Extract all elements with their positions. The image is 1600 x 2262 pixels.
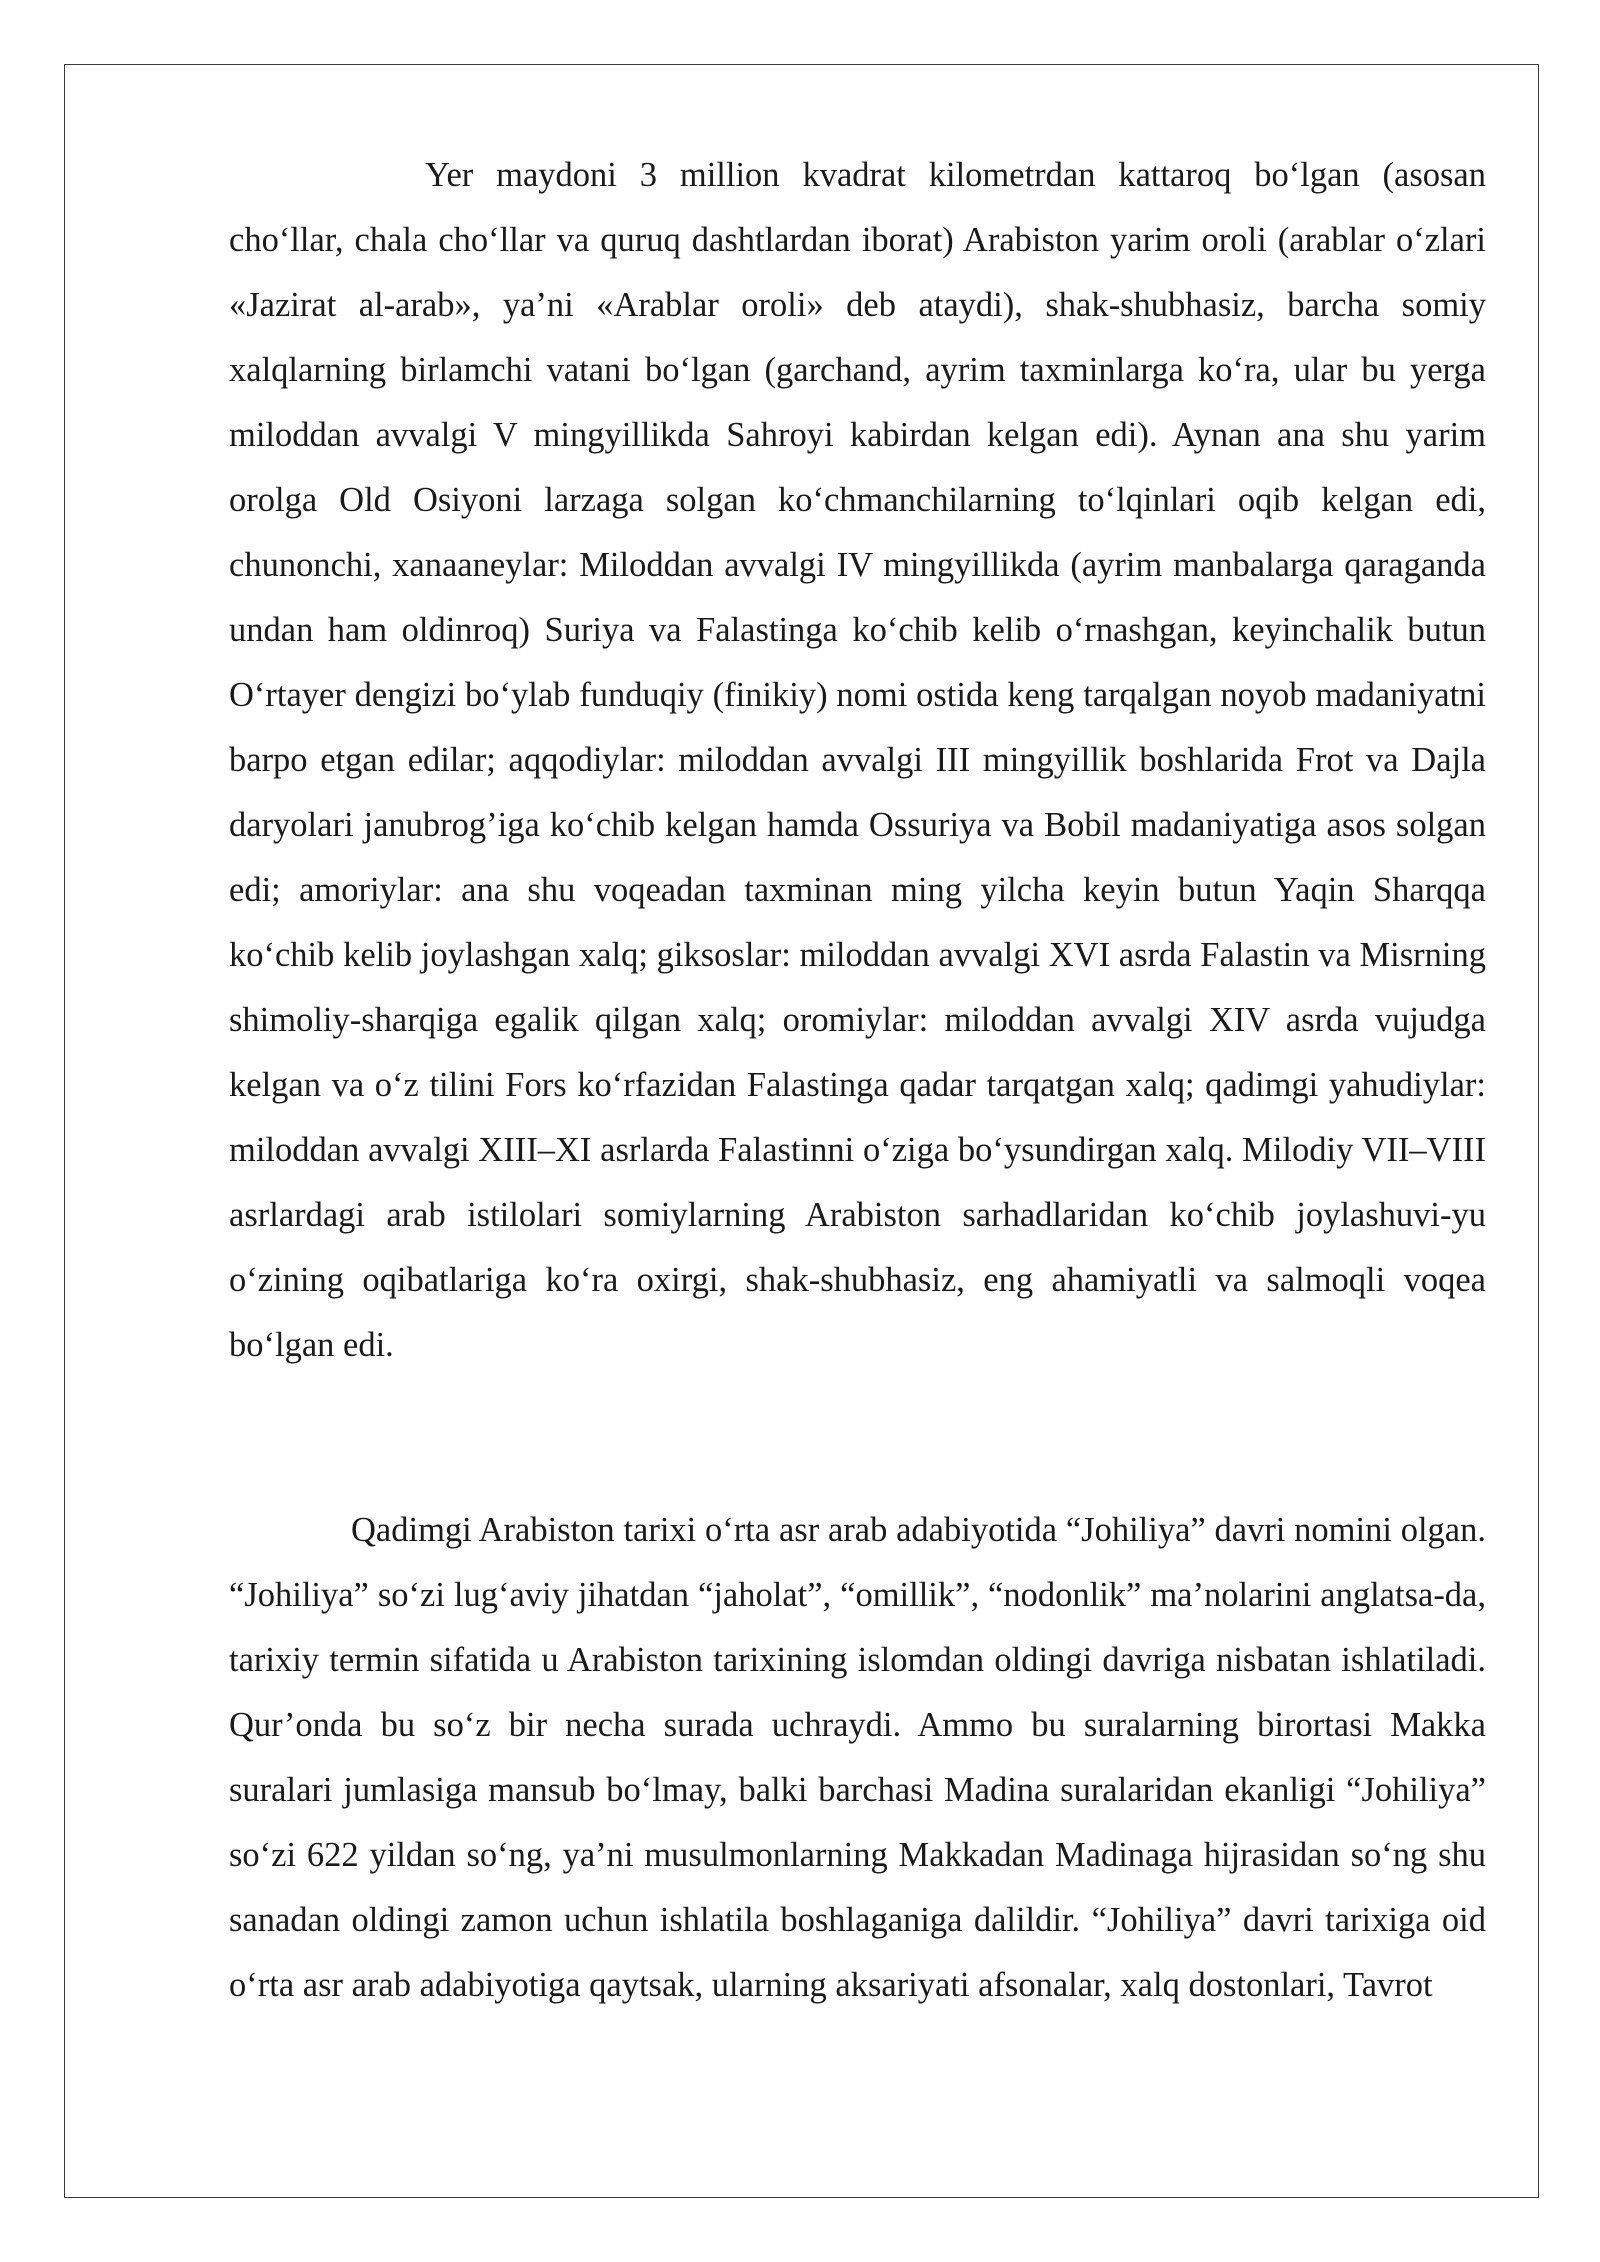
- body-paragraph-1: Yer maydoni 3 million kvadrat kilometrdan kattaroq bo‘lgan (asosan cho‘llar, chala cho‘llar va quruq dashtlardan iborat) Arabiston yarim oroli (arablar o‘zlari «Jazirat al-arab», ya’ni «Arablar oroli» deb ataydi), shak-shubhasiz, barcha somiy xalqlarning birlamchi vatani bo‘lgan (garchand, ayrim taxminlarga ko‘ra, ular bu yerga miloddan avvalgi V mingyillikda Sahroyi kabirdan kelgan edi). Aynan ana shu yarim orolga Old Osiyoni larzaga solgan ko‘chmanchilarning to‘lqinlari oqib kelgan edi, chunonchi, xanaaneylar: Miloddan avvalgi IV mingyillikda (ayrim manbalarga qaraganda undan ham oldinroq) Suriya va Falastinga ko‘chib kelib o‘rnashgan, keyinchalik butun O‘rtayer dengizi bo‘ylab funduqiy (finikiy) nomi ostida keng tarqalgan noyob madaniyatni barpo etgan edilar; aqqodiylar: miloddan avvalgi III mingyillik boshlarida Frot va Dajla daryolari janubrog’iga ko‘chib kelgan hamda Ossuriya va Bobil madaniyatiga asos solgan edi; amoriylar: ana shu voqeadan taxminan ming yilcha keyin butun Yaqin Sharqqa ko‘chib kelib joylashgan xalq; giksoslar: miloddan avvalgi XVI asrda Falastin va Misrning shimoliy-sharqiga egalik qilgan xalq; oromiylar: miloddan avvalgi XIV asrda vujudga kelgan va o‘z tilini Fors ko‘rfazidan Falastinga qadar tarqatgan xalq; qadimgi yahudiylar: miloddan avvalgi XIII–XI asrlarda Falastinni o‘ziga bo‘ysundirgan xalq. Milodiy VII–VIII asrlardagi arab istilolari somiylarning Arabiston sarhadlaridan ko‘chib joylashuvi-yu o‘zining oqibatlariga ko‘ra oxirgi, shak-shubhasiz, eng ahamiyatli va salmoqli voqea bo‘lgan edi.: [229, 156, 1486, 1364]
- body-paragraph-2: Qadimgi Arabiston tarixi o‘rta asr arab adabiyotida “Johiliya” davri nomini olgan. “Johiliya” so‘zi lug‘aviy jihatdan “jaholat”, “omillik”, “nodonlik” ma’nolarini anglatsa-da, tarixiy termin sifatida u Arabiston tarixining islomdan oldingi davriga nisbatan ishlatiladi. Qur’onda bu so‘z bir necha surada uchraydi. Ammo bu suralarning birortasi Makka suralari jumlasiga mansub bo‘lmay, balki barchasi Madina suralaridan ekanligi “Johiliya” so‘zi 622 yildan so‘ng, ya’ni musulmonlarning Makkadan Madinaga hijrasidan so‘ng shu sanadan oldingi zamon uchun ishlatila boshlaganiga dalildir. “Johiliya” davri tarixiga oid o‘rta asr arab adabiyotiga qaytsak, ularning aksariyati afsonalar, xalq dostonlari, Tavrot: [229, 1511, 1486, 2004]
